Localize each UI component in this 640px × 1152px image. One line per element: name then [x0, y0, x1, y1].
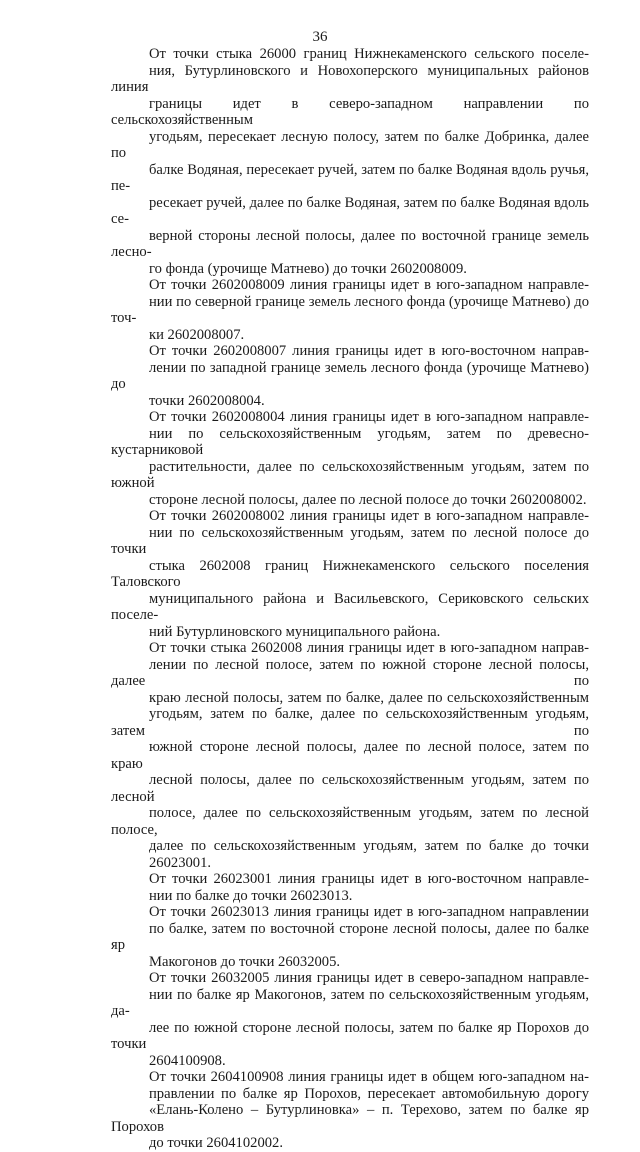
text-line: От точки 2602008009 линия границы идет в юго-западном направле- [149, 277, 589, 293]
text-line: до точки 2604102002. [149, 1135, 283, 1151]
paragraph [111, 904, 589, 970]
text-line: ресекает ручей, далее по балке Водяная, затем по балке Водяная вдоль се- [111, 194, 589, 227]
text-line: От точки стыка 2602008 линия границы идет в юго-западном направ- [149, 640, 589, 656]
text-line: полосе, далее по сельскохозяйственным угодьям, затем по лесной полосе, [111, 805, 589, 838]
text-line: От точки 26023001 линия границы идет в юго-восточном направле- [149, 871, 589, 887]
text-line: угодьям, пересекает лесную полосу, затем по балке Добринка, далее по [111, 128, 589, 161]
text-line: точки 2602008004. [149, 392, 265, 409]
text-line: лении по лесной полосе, затем по южной стороне лесной полосы, далее по [111, 656, 589, 689]
text-line: От точки 2602008004 линия границы идет в юго-западном направле- [149, 409, 589, 425]
text-line: лесной полосы, далее по сельскохозяйственным угодьям, затем по лесной [111, 772, 589, 805]
text-line: От точки 2602008002 линия границы идет в юго-западном направле- [149, 508, 589, 524]
paragraph [111, 970, 589, 1069]
text-line: балке Водяная, пересекает ручей, затем по балке Водяная вдоль ручья, пе- [111, 161, 589, 194]
text-line: правлении по балке яр Порохов, пересекает автомобильную дорогу [149, 1085, 589, 1102]
text-line: лении по западной границе земель лесного фонда (урочище Матнево) до [111, 359, 589, 392]
text-line: нии по сельскохозяйственным угодьям, затем по лесной полосе до точки [111, 524, 589, 557]
text-line: От точки 2604100908 линия границы идет в общем юго-западном на- [149, 1069, 589, 1085]
paragraph [111, 640, 589, 871]
text-line: 2604100908. [149, 1052, 226, 1069]
text-line: далее по сельскохозяйственным угодьям, затем по балке до точки [149, 838, 589, 854]
paragraph [111, 508, 589, 640]
text-line: нии по балке яр Макогонов, затем по сельскохозяйственным угодьям, да- [111, 986, 589, 1019]
text-line: ний Бутурлиновского муниципального района. [149, 623, 441, 640]
text-line: границы идет в северо-западном направлении по сельскохозяйственным [111, 95, 589, 128]
paragraph [111, 871, 589, 904]
text-line: Макогонов до точки 26032005. [149, 953, 341, 970]
text-line: нии по северной границе земель лесного фонда (урочище Матнево) до точ- [111, 293, 589, 326]
text-line: муниципального района и Васильевского, Сериковского сельских поселе- [111, 590, 589, 623]
text-line: ния, Бутурлиновского и Новохоперского муниципальных районов линия [111, 62, 589, 95]
text-line: ки 2602008007. [149, 326, 245, 343]
text-line: нии по балке до точки 26023013. [149, 887, 353, 904]
text-line: по балке, затем по восточной стороне лесной полосы, далее по балке яр [111, 920, 589, 953]
paragraph [111, 409, 589, 508]
text-line: растительности, далее по сельскохозяйственным угодьям, затем по южной [111, 458, 589, 491]
paragraph [111, 277, 589, 343]
text-line: От точки 2602008007 линия границы идет в юго-восточном направ- [149, 343, 589, 359]
text-line: краю лесной полосы, затем по балке, далее по сельскохозяйственным [149, 689, 589, 706]
text-line: лее по южной стороне лесной полосы, затем по балке яр Порохов до точки [111, 1019, 589, 1052]
page-number: 36 [312, 29, 328, 45]
text-line: верной стороны лесной полосы, далее по восточной границе земель лесно- [111, 227, 589, 260]
text-line: нии по сельскохозяйственным угодьям, затем по древесно-кустарниковой [111, 425, 589, 458]
text-line: «Елань-Колено – Бутурлиновка» – п. Терехово, затем по балке яр Порохов [111, 1102, 589, 1135]
text-line: го фонда (урочище Матнево) до точки 2602008009. [149, 260, 467, 277]
text-line: стороне лесной полосы, далее по лесной полосе до точки 2602008002. [149, 491, 587, 508]
text-line: 26023001. [149, 854, 212, 871]
paragraph [111, 46, 589, 277]
text-line: южной стороне лесной полосы, далее по лесной полосе, затем по краю [111, 739, 589, 772]
text-line: От точки 26032005 линия границы идет в северо-западном направле- [149, 970, 589, 986]
paragraph [111, 343, 589, 409]
text-line: От точки 26023013 линия границы идет в юго-западном направлении [149, 904, 589, 920]
paragraph [111, 1069, 589, 1152]
text-line: От точки стыка 26000 границ Нижнекаменского сельского поселе- [149, 46, 589, 62]
document-body [111, 46, 589, 1152]
text-line: угодьям, затем по балке, далее по сельскохозяйственным угодьям, затем по [111, 706, 589, 739]
text-line: стыка 2602008 границ Нижнекаменского сельского поселения Таловского [111, 557, 589, 590]
